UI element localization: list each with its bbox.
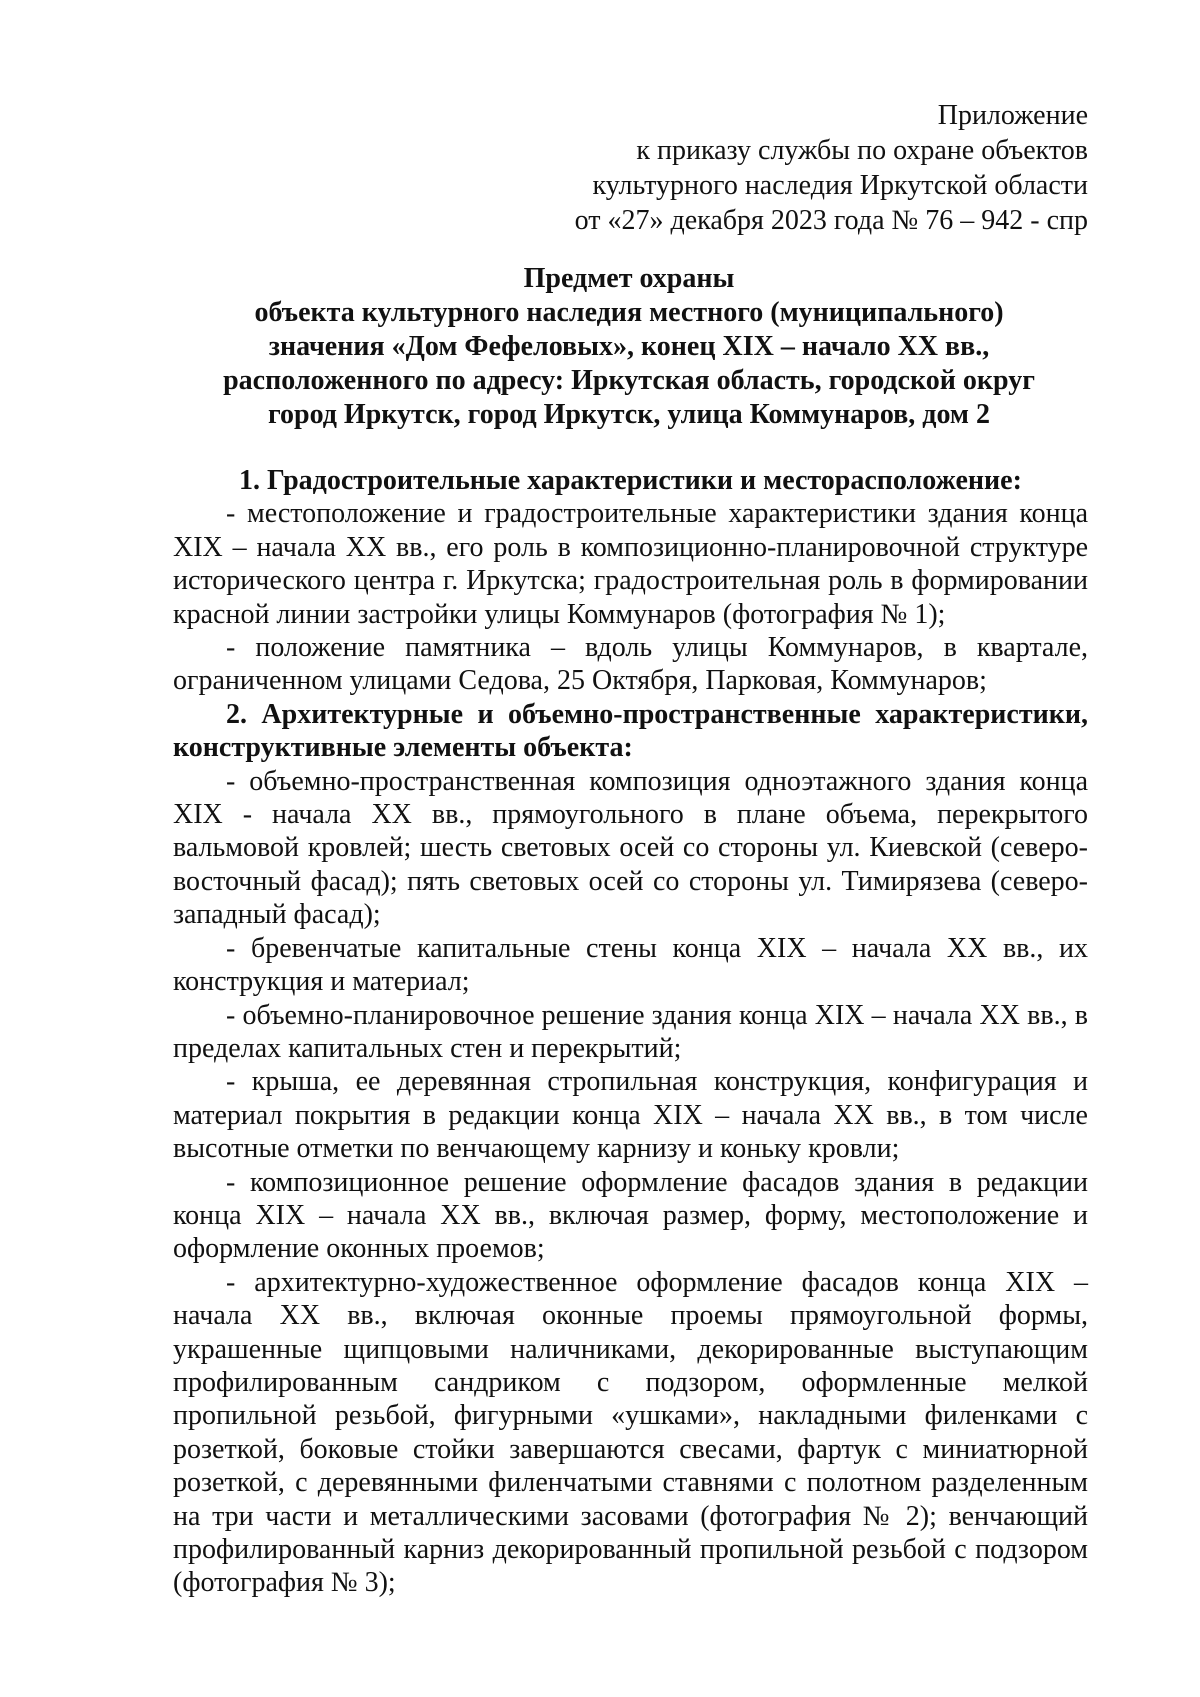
title-line: объекта культурного наследия местного (муниципального): [254, 297, 1004, 328]
document-body: [173, 464, 1088, 1600]
section-2-item: - архитектурно-художественное оформление фасадов конца XIX – начала XX вв., включая оконные проемы прямоугольной формы, украшенные щипцовыми наличниками, декорированные выступающим профилированным сандриком с подзором, оформленные мелкой пропильной резьбой, фигурными «ушками», накладными филенками с розеткой, боковые стойки завершаются свесами, фартук с миниатюрной розеткой, с деревянными филенчатыми ставнями с полотном разделенным на три части и металлическими засовами (фотография № 2); венчающий профилированный карниз декорированный пропильной резьбой с подзором (фотография № 3);: [173, 1266, 1088, 1599]
appendix-header: [575, 98, 1088, 238]
section-1-item: - положение памятника – вдоль улицы Коммунаров, в квартале, ограниченном улицами Седова, 25 Октября, Парковая, Коммунаров;: [173, 632, 1088, 697]
section-1-item: - местоположение и градостроительные характеристики здания конца XIX – начала XX вв., его роль в композиционно-планировочной структуре исторического центра г. Иркутска; градостроительная роль в формировании красной линии застройки улицы Коммунаров (фотография № 1);: [173, 498, 1088, 630]
section-2-item: - объемно-планировочное решение здания конца XIX – начала XX вв., в пределах капитальных стен и перекрытий;: [173, 999, 1088, 1064]
appendix-line: культурного наследия Иркутской области: [592, 170, 1088, 201]
section-2-heading: 2. Архитектурные и объемно-пространственные характеристики, конструктивные элементы объекта:: [173, 698, 1088, 764]
appendix-order-date-line: от «27» декабря 2023 года № 76 – 942 - спр: [574, 205, 1088, 236]
section-2-item: - объемно-пространственная композиция одноэтажного здания конца XIX - начала XX вв., прямоугольного в плане объема, перекрытого вальмовой кровлей; шесть световых осей со стороны ул. Киевской (северо-восточный фасад); пять световых осей со стороны ул. Тимирязева (северо-западный фасад);: [173, 765, 1088, 931]
section-2-item: - композиционное решение оформление фасадов здания в редакции конца XIX – начала XX вв., включая размер, форму, местоположение и оформление оконных проемов;: [173, 1166, 1088, 1265]
title-line: Предмет охраны: [523, 263, 735, 294]
title-line: расположенного по адресу: Иркутская область, городской округ: [223, 365, 1035, 396]
document-title: [170, 262, 1088, 432]
appendix-line: Приложение: [937, 100, 1088, 131]
appendix-line: к приказу службы по охране объектов: [636, 135, 1088, 166]
section-1-heading: 1. Градостроительные характеристики и месторасположение:: [239, 465, 1022, 496]
section-2-item: - крыша, ее деревянная стропильная конструкция, конфигурация и материал покрытия в редакции конца XIX – начала XX вв., в том числе высотные отметки по венчающему карнизу и коньку кровли;: [173, 1066, 1088, 1165]
title-line: значения «Дом Фефеловых», конец XIX – начало XX вв.,: [268, 331, 990, 362]
section-2-item: - бревенчатые капитальные стены конца XIX – начала XX вв., их конструкция и материал;: [173, 932, 1088, 998]
title-line: город Иркутск, город Иркутск, улица Коммунаров, дом 2: [267, 399, 990, 430]
